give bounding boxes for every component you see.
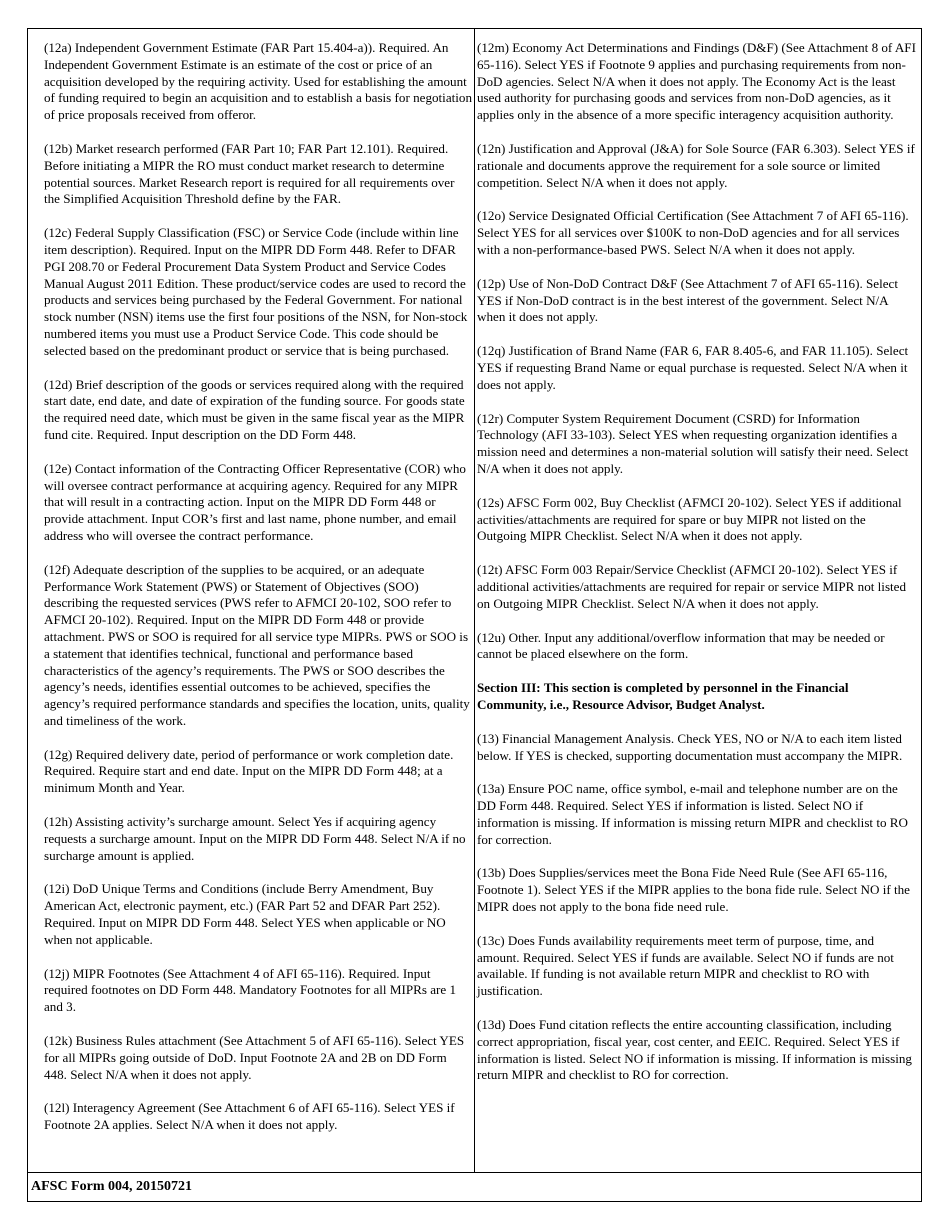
footer-divider [27,1172,922,1173]
item-12g: (12g) Required delivery date, period of performance or work completion date. Required. Require start and end date. Input on the MIPR DD Form 448; at a minimum Month and Year. [44,746,454,796]
item-12i: (12i) DoD Unique Terms and Conditions (include Berry Amendment, Buy American Act, electronic payment, etc.) (FAR Part 52 and DFAR Part 252). Required. Input on MIPR DD Form 448. Select YES when applicable or NO when not applicable. [44,881,446,947]
section-iii-heading: Section III: This section is completed by personnel in the Financial Community, i.e., Resource Advisor, Budget Analyst. [477,680,849,712]
form-identifier: AFSC Form 004, 20150721 [31,1179,192,1194]
item-12l: (12l) Interagency Agreement (See Attachment 6 of AFI 65-116). Select YES if Footnote 2A applies. Select N/A when it does not apply. [44,1100,455,1133]
item-12c: (12c) Federal Supply Classification (FSC) or Service Code (include within line item description). Required. Input on the MIPR DD Form 448. Refer to DFAR PGI 208.70 or Federal Procurement Data System Product and Service Codes Manual August 2011 Edition. These product/service codes are used to record the products and services being purchased by the Federal Government. For national stock number (NSN) items use the first four positions of the NSN, for Non-stock numbered items you must use a Product Service Code. This code should be selected based on the predominant product or service that is being purchased. [44,225,468,358]
item-13c: (13c) Does Funds availability requirements meet term of purpose, time, and amount. Required. Select YES if funds are available. Select NO if funds are not available. If funding is not available return MIPR and checklist to RO with justification. [477,932,894,999]
item-12f: (12f) Adequate description of the supplies to be acquired, or an adequate Performance Work Statement (PWS) or Statement of Objectives (SOO) describing the requested services (PWS refer to AFMCI 20-102, SOO refer to AFMCI 20-102). Required. Input on the MIPR DD Form 448 or provide attachment. PWS or SOO is required for all service type MIPRs. PWS or SOO is a statement that identifies technical, functional and performance based characteristics of the agency’s requirements. The PWS or SOO describes the agency’s needs, identifies essential outcomes to be achieved, specifies the agency’s required performance standards and specifies the location, units, quality and timeliness of the work. [44,561,470,728]
right-column [477,40,917,1101]
item-12j: (12j) MIPR Footnotes (See Attachment 4 of AFI 65-116). Required. Input required footnotes on DD Form 448. Mandatory Footnotes for all MIPRs are 1 and 3. [44,965,457,1015]
item-12q: (12q) Justification of Brand Name (FAR 6, FAR 8.405-6, and FAR 11.105). Select YES if requesting Brand Name or equal purchase is requested. Select N/A when it does not apply. [477,343,909,392]
item-12s: (12s) AFSC Form 002, Buy Checklist (AFMCI 20-102). Select YES if additional activities/attachments are required for spare or buy MIPR not listed on the Outgoing MIPR Checklist. Select N/A when it does not apply. [477,494,902,544]
item-12r: (12r) Computer System Requirement Document (CSRD) for Information Technology (AFI 33-103). Select YES when requesting organization identifies a mission need and determines a non-material solution will satisfy their need. Select N/A when it does not apply. [477,410,909,476]
item-12m: (12m) Economy Act Determinations and Findings (D&F) (See Attachment 8 of AFI 65-116). Select YES if Footnote 9 applies and purchasing requirements from non-DoD agencies. Select N/A when it does not apply. The Economy Act is the least used authority for purchasing goods and services from non-DoD agencies, as it applies only in the absence of a more specific interagency acquisition authority. [477,40,916,123]
item-12o: (12o) Service Designated Official Certification (See Attachment 7 of AFI 65-116). Select YES for all services over $100K to non-DoD agencies and for all services with a non-performance-based PWS. Select N/A when it does not apply. [477,208,909,257]
item-13d: (13d) Does Fund citation reflects the entire accounting classification, including correct appropriation, fiscal year, cost center, and EEIC. Required. Select YES if information is listed. Select NO if information is missing. If information is missing return MIPR and checklist to RO for correction. [477,1017,912,1083]
item-12n: (12n) Justification and Approval (J&A) for Sole Source (FAR 6.303). Select YES if rationale and documents approve the requirement for a sole source or limited competition. Select N/A when it does not apply. [477,140,915,190]
item-12u: (12u) Other. Input any additional/overflow information that may be needed or cannot be placed elsewhere on the form. [477,629,885,662]
item-12b: (12b) Market research performed (FAR Part 10; FAR Part 12.101). Required. Before initiating a MIPR the RO must conduct market research to determine potential sources. Market Research report is required for all requirements over the Simplified Acquisition Threshold define by the FAR. [44,140,455,207]
item-12k: (12k) Business Rules attachment (See Attachment 5 of AFI 65-116). Select YES for all MIPRs going outside of DoD. Input Footnote 2A and 2B on DD Form 448. Select N/A when it does not apply. [44,1033,465,1082]
item-12d: (12d) Brief description of the goods or services required along with the required start date, end date, and date of expiration of the funding source. For goods state the required need date, which must be given in the same fiscal year as the MIPR fund cite. Required. Input description on the DD Form 448. [44,376,465,442]
item-13a: (13a) Ensure POC name, office symbol, e-mail and telephone number are on the DD Form 448. Required. Select YES if information is listed. Select NO if information is missing. If information is missing return MIPR and checklist to RO for correction. [477,781,908,847]
item-12p: (12p) Use of Non-DoD Contract D&F (See Attachment 7 of AFI 65-116). Select YES if Non-DoD contract is in the best interest of the government. Select N/A when it does not apply. [477,275,898,325]
column-divider [474,28,475,1173]
item-12e: (12e) Contact information of the Contracting Officer Representative (COR) who will oversee contract performance at acquiring agency. Required for any MIPR that will result in a contracting action. Input on the MIPR DD Form 448 or provide attachment. Input COR’s first and last name, phone number, and email address who will oversee the contract performance. [44,460,466,543]
item-12h: (12h) Assisting activity’s surcharge amount. Select Yes if acquiring agency requests a surcharge amount. Input on the MIPR DD Form 448. Select N/A if no surcharge amount is applied. [44,814,466,863]
item-12t: (12t) AFSC Form 003 Repair/Service Checklist (AFMCI 20-102). Select YES if additional activities/attachments are required for repair or service MIPR not listed on Outgoing MIPR Checklist. Select N/A when it does not apply. [477,562,907,611]
item-13b: (13b) Does Supplies/services meet the Bona Fide Need Rule (See AFI 65-116, Footnote 1). Select YES if the MIPR applies to the bona fide rule. Select NO if the MIPR does not apply to the bona fide need rule. [477,865,910,915]
left-column [44,40,472,1151]
item-12a: (12a) Independent Government Estimate (FAR Part 15.404-a)). Required. An Independent Government Estimate is an estimate of the cost or price of an acquisition developed by the requiring activity. Used for establishing the amount of funding required to begin an acquisition and to establish a basis for negotiation of price proposals received from offeror. [44,40,472,123]
item-13: (13) Financial Management Analysis. Check YES, NO or N/A to each item listed below. If YES is checked, supporting documentation must accompany the MIPR. [477,730,903,763]
